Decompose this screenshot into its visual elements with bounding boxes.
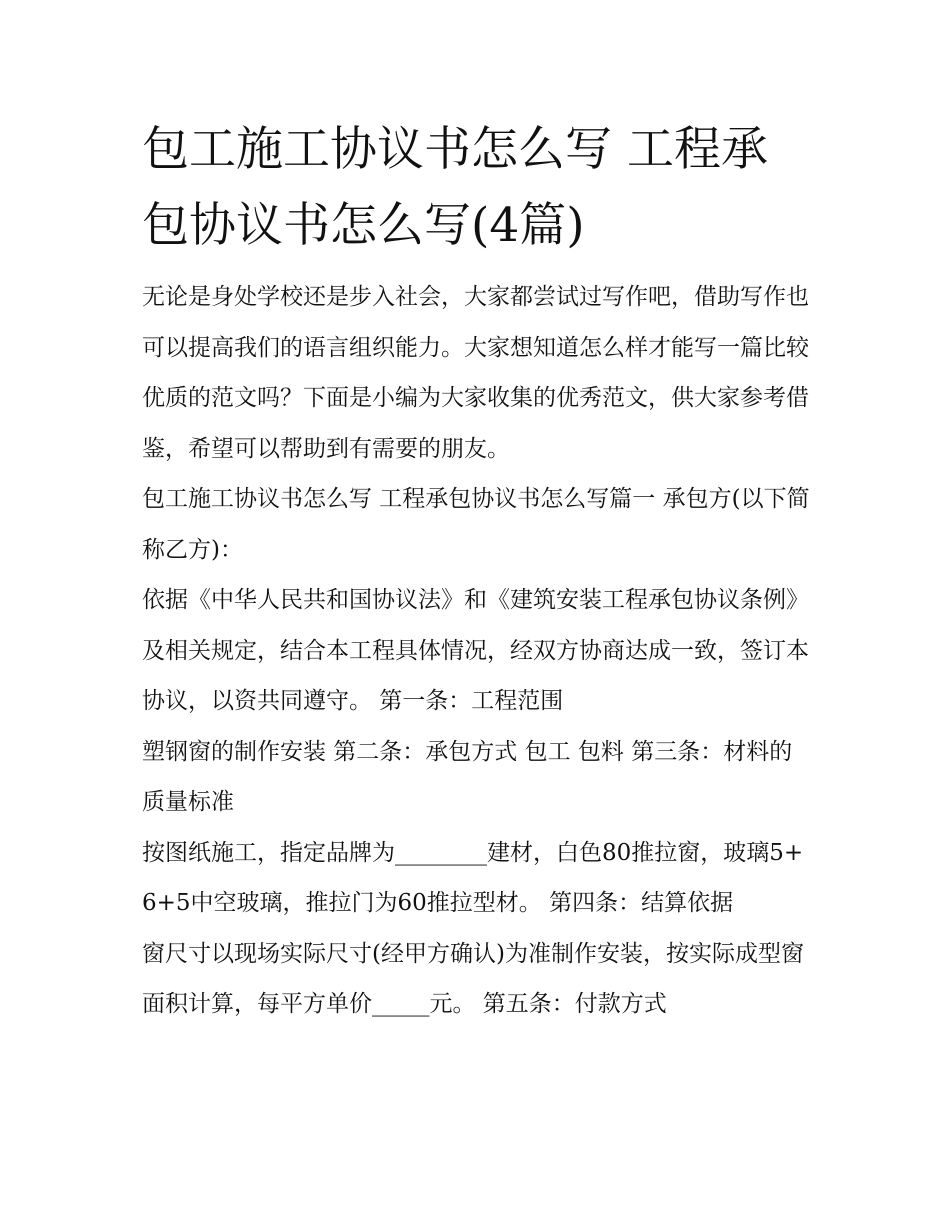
intro-paragraph: 无论是身处学校还是步入社会，大家都尝试过写作吧，借助写作也可以提高我们的语言组织能力。大家想知道怎么样才能写一篇比较优质的范文吗？下面是小编为大家收集的优秀范文，供大家参考借鉴，希望可以帮助到有需要的朋友。 [142, 284, 809, 462]
settlement-paragraph: 窗尺寸以现场实际尺寸(经甲方确认)为准制作安装，按实际成型窗面积计算，每平方单价_____元。 第五条：付款方式 [142, 940, 804, 1017]
document-title: 包工施工协议书怎么写 工程承包协议书怎么写(4篇) [142, 122, 768, 253]
document-page [142, 112, 814, 1030]
section-heading-paragraph: 包工施工协议书怎么写 工程承包协议书怎么写篇一 承包方(以下简称乙方)： [142, 486, 810, 563]
basis-paragraph: 依据《中华人民共和国协议法》和《建筑安装工程承包协议条例》及相关规定，结合本工程具体情况，经双方协商达成一致，签订本协议，以资共同遵守。 第一条：工程范围 [142, 587, 809, 714]
quality-paragraph: 按图纸施工，指定品牌为________建材，白色80推拉窗，玻璃5+6+5中空玻璃，推拉门为60推拉型材。 第四条：结算依据 [142, 839, 804, 916]
scope-paragraph: 塑钢窗的制作安装 第二条：承包方式 包工 包料 第三条：材料的质量标准 [142, 738, 793, 815]
